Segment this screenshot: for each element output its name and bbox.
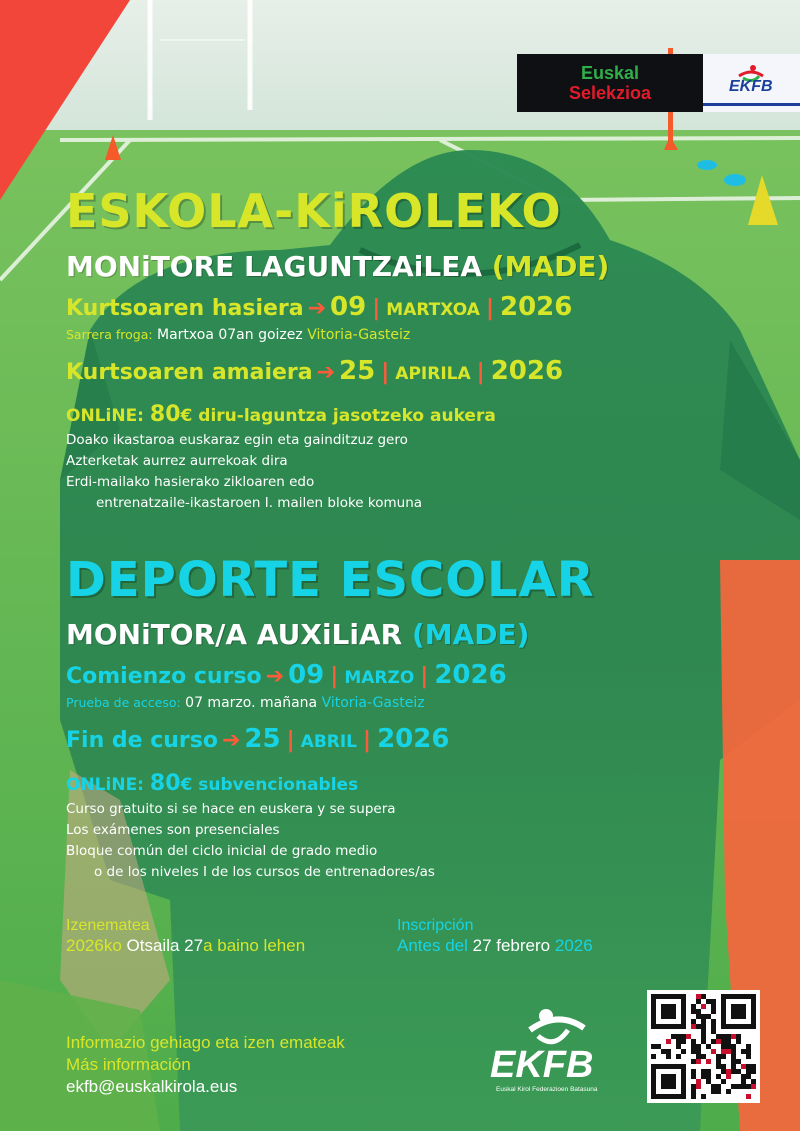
ekfb-logo-text: EKFB [490, 1044, 594, 1086]
es-start-month: MARZO [344, 668, 415, 688]
eu-end-line [66, 356, 563, 386]
more-info-es: Más información [66, 1055, 191, 1074]
es-subtitle-tag: (MADE) [411, 618, 530, 651]
eu-end-year: 2026 [490, 356, 564, 386]
es-bullets [66, 799, 435, 883]
selekzioa-line2: Selekzioa [568, 83, 652, 103]
es-test-label: Prueba de acceso: [66, 695, 181, 710]
es-subtitle-main: MONiTOR/A AUXiLiAR [66, 618, 403, 651]
separator-icon: | [476, 360, 485, 385]
eu-start-year: 2026 [499, 292, 573, 322]
separator-icon: | [363, 728, 372, 753]
es-online-label: ONLiNE: [66, 775, 144, 795]
registration-eu-year: 2026ko [66, 936, 122, 955]
registration-es-date [397, 935, 593, 957]
eu-bullet: Azterketak aurrez aurrekoak dira [66, 453, 288, 469]
eu-online-label: ONLiNE: [66, 406, 144, 426]
ekfb-badge [703, 54, 800, 112]
registration-es-prefix: Antes del [397, 936, 468, 955]
eu-subtitle [66, 250, 609, 283]
es-end-month: ABRIL [300, 732, 358, 752]
registration-es-year: 2026 [554, 936, 593, 955]
eu-online-amount: 80 [149, 402, 181, 427]
es-start-line [66, 660, 507, 690]
separator-icon: | [381, 360, 390, 385]
more-info-eu: Informazio gehiago eta izen emateak [66, 1033, 345, 1052]
arrow-icon: ➔ [265, 664, 285, 689]
ekfb-badge-text: EKFB [729, 78, 773, 95]
es-online-amount: 80 [149, 771, 181, 796]
registration-eu-day: Otsaila 27 [126, 936, 204, 955]
registration-es-label: Inscripción [397, 917, 474, 934]
registration-eu-label: Izenematea [66, 917, 150, 934]
es-end-year: 2026 [377, 724, 450, 754]
selekzioa-line1: Euskal [580, 63, 640, 83]
separator-icon: | [330, 664, 339, 689]
eu-start-day: 09 [330, 292, 367, 322]
es-bullet: Los exámenes son presenciales [66, 822, 280, 838]
separator-icon: | [372, 296, 381, 321]
eu-title: ESKOLA-KiROLEKO [66, 184, 562, 238]
registration-es-day: 27 febrero [472, 936, 551, 955]
footer-info [66, 1032, 345, 1098]
es-start-label: Comienzo curso [66, 664, 262, 689]
arrow-icon: ➔ [307, 296, 327, 321]
eu-test-date: Martxoa 07an goizez [157, 327, 303, 343]
separator-icon: | [420, 664, 429, 689]
eu-bullet: Doako ikastaroa euskaraz egin eta gainditzuz gero [66, 432, 408, 448]
email-link[interactable]: ekfb@euskalkirola.eus [66, 1077, 238, 1096]
eu-end-label: Kurtsoaren amaiera [66, 360, 313, 385]
es-end-label: Fin de curso [66, 728, 218, 753]
es-subtitle [66, 618, 529, 651]
registration-eu-suffix: a baino lehen [203, 936, 306, 955]
ekfb-logo [488, 1000, 634, 1100]
es-test-place: Vitoria-Gasteiz [321, 695, 425, 711]
header-logos [517, 54, 800, 112]
es-test-line [66, 695, 425, 711]
eu-bullet: entrenatzaile-ikastaroen I. mailen bloke komuna [96, 495, 423, 511]
eu-subtitle-tag: (MADE) [491, 250, 610, 283]
qr-code-graphic [651, 994, 756, 1099]
eu-online-line [66, 402, 496, 427]
es-bullet: o de los niveles I de los cursos de entrenadores/as [94, 864, 435, 880]
eu-test-place: Vitoria-Gasteiz [307, 327, 411, 343]
es-start-day: 09 [288, 660, 325, 690]
es-online-currency: € [180, 775, 193, 795]
badge-stripe [703, 103, 800, 106]
separator-icon: | [286, 728, 295, 753]
separator-icon: | [485, 296, 494, 321]
es-end-line [66, 724, 449, 754]
registration-eu-date [66, 935, 305, 957]
es-test-date: 07 marzo. mañana [185, 695, 318, 711]
eu-start-month: MARTXOA [386, 300, 480, 320]
es-end-day: 25 [244, 724, 281, 754]
arrow-icon: ➔ [316, 360, 336, 385]
eu-test-line [66, 327, 410, 343]
es-title: DEPORTE ESCOLAR [66, 552, 595, 608]
eu-test-label: Sarrera froga: [66, 327, 153, 342]
ekfb-logo-caption: Euskal Kirol Federazioen Batasuna [496, 1086, 598, 1093]
arrow-icon: ➔ [221, 728, 241, 753]
eu-online-currency: € [180, 406, 193, 426]
eu-bullet: Erdi-mailako hasierako zikloaren edo [66, 474, 315, 490]
es-online-line [66, 771, 358, 796]
eu-end-month: APIRILA [395, 364, 471, 384]
eu-subtitle-main: MONiTORE LAGUNTZAiLEA [66, 250, 483, 283]
es-bullet: Curso gratuito si se hace en euskera y se supera [66, 801, 396, 817]
es-online-text: subvencionables [198, 775, 359, 795]
eu-bullets [66, 430, 422, 514]
qr-code[interactable] [647, 990, 760, 1103]
euskal-selekzioa-logo [517, 54, 703, 112]
eu-end-day: 25 [339, 356, 376, 386]
es-start-year: 2026 [434, 660, 507, 690]
eu-start-line [66, 292, 572, 322]
eu-online-text: diru-laguntza jasotzeko aukera [198, 406, 496, 426]
es-bullet: Bloque común del ciclo inicial de grado medio [66, 843, 378, 859]
eu-start-label: Kurtsoaren hasiera [66, 296, 304, 321]
